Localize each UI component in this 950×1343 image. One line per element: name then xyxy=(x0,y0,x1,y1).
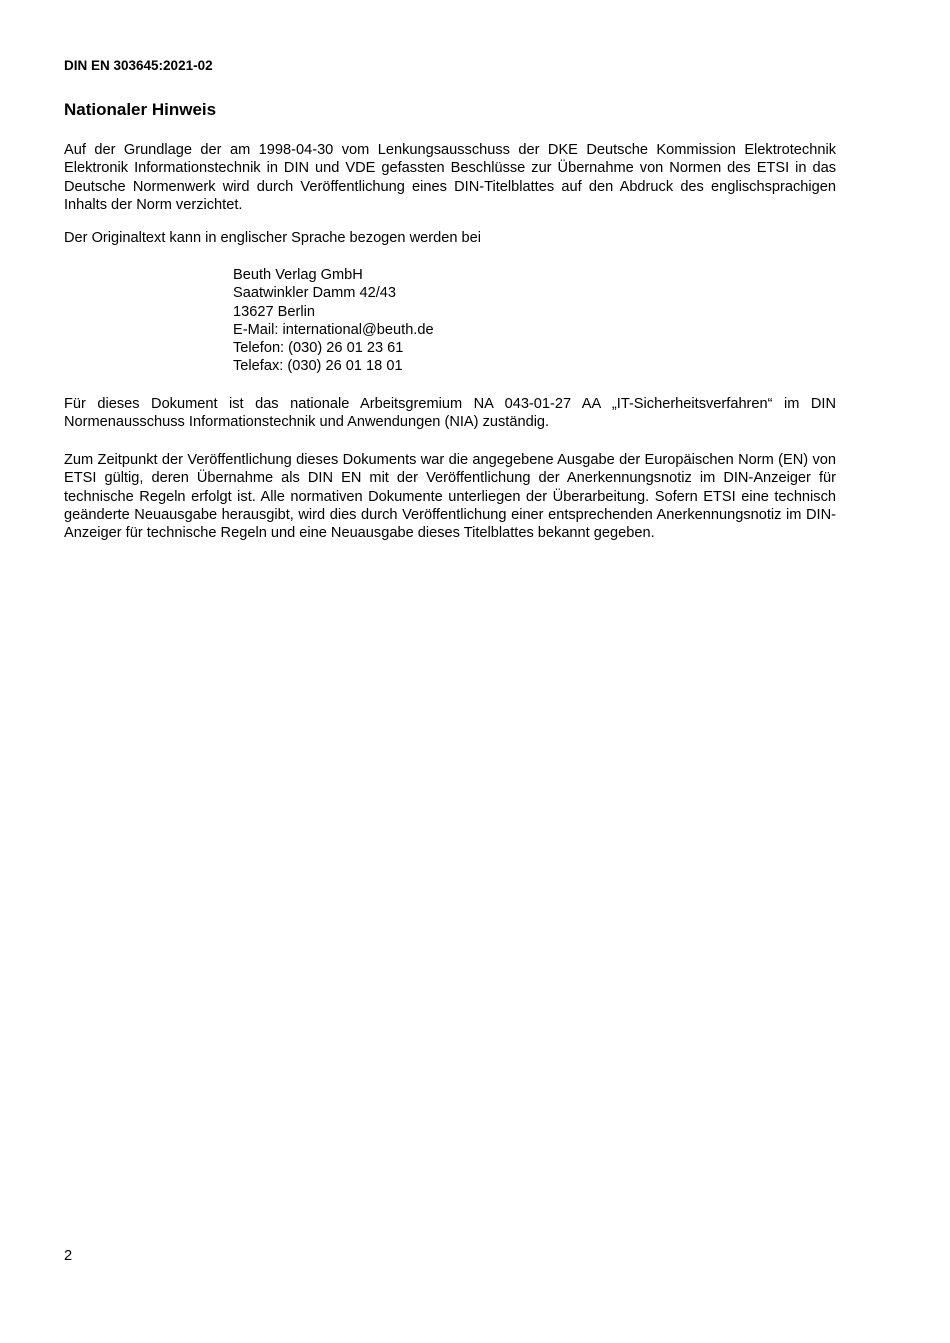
address-phone: Telefon: (030) 26 01 23 61 xyxy=(233,340,404,357)
paragraph-committee: Für dieses Dokument ist das nationale Arbeitsgremium NA 043-01-27 AA „IT-Sicherheitsverfahren“ im DIN Normenausschuss Informationstechnik und Anwendungen (NIA) zuständig. xyxy=(64,396,836,431)
page-number: 2 xyxy=(64,1248,73,1264)
address-company: Beuth Verlag GmbH xyxy=(233,267,363,283)
publisher-address xyxy=(233,266,434,376)
document-id: DIN EN 303645:2021-02 xyxy=(64,58,213,73)
paragraph-publication-note: Zum Zeitpunkt der Veröffentlichung dieses Dokuments war die angegebene Ausgabe der Europäischen Norm (EN) von ETSI gültig, deren Übernahme als DIN EN mit der Veröffentlichung der Anerkennungsnotiz im DIN-Anzeiger für technische Regeln erfolgt ist. Alle normativen Dokumente unterliegen der Überarbeitung. Sofern ETSI eine technisch geänderte Neuausgabe herausgibt, wird dies durch Veröffentlichung einer entsprechenden Anerkennungsnotiz im DIN-Anzeiger für technische Regeln und eine Neuausgabe dieses Titelblattes bekannt gegeben. xyxy=(64,452,836,542)
paragraph-original-text: Der Originaltext kann in englischer Sprache bezogen werden bei xyxy=(64,230,481,246)
address-fax: Telefax: (030) 26 01 18 01 xyxy=(233,358,403,375)
address-email: E-Mail: international@beuth.de xyxy=(233,321,434,338)
address-city: 13627 Berlin xyxy=(233,303,315,320)
section-title: Nationaler Hinweis xyxy=(64,100,217,119)
paragraph-basis: Auf der Grundlage der am 1998-04-30 vom Lenkungsausschuss der DKE Deutsche Kommission Elektrotechnik Elektronik Informationstechnik in DIN und VDE gefassten Beschlüsse zur Übernahme von Normen des ETSI in das Deutsche Normenwerk wird durch Veröffentlichung eines DIN-Titelblattes auf den Abdruck des englischsprachigen Inhalts der Norm verzichtet. xyxy=(64,142,836,213)
address-street: Saatwinkler Damm 42/43 xyxy=(233,285,397,302)
